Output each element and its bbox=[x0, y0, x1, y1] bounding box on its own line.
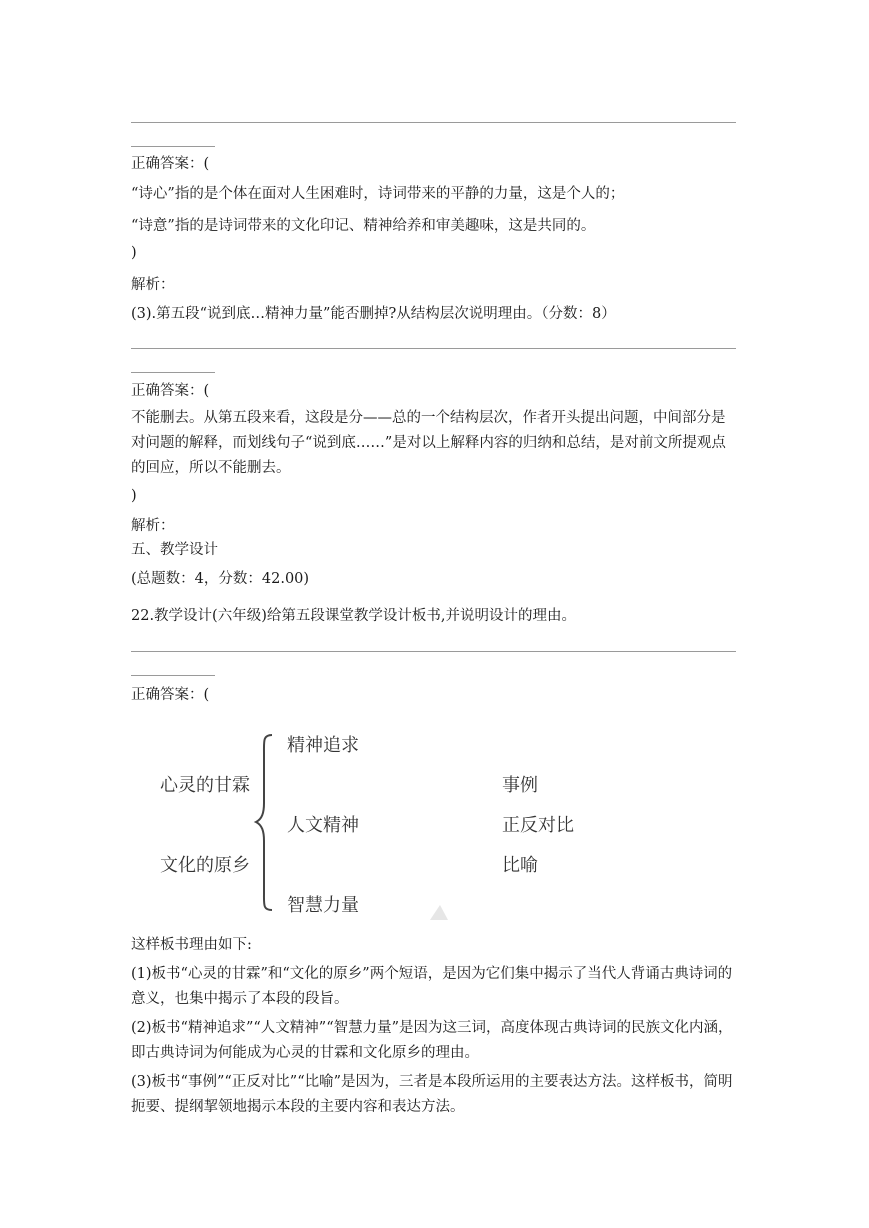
divider-line-short bbox=[131, 675, 215, 676]
question-text: 22.教学设计(六年级)给第五段课堂教学设计板书,并说明设计的理由。 bbox=[131, 608, 576, 624]
divider-line bbox=[131, 348, 736, 349]
divider-line-short bbox=[131, 146, 215, 147]
answer-text-line: “诗意”指的是诗词带来的文化印记、精神给养和审美趣味，这是共同的。 bbox=[131, 218, 596, 234]
reason-paragraph: (3)板书“事例”“正反对比”“比喻”是因为，三者是本段所运用的主要表达方法。这样板书，简明扼要、提纲挈领地揭示本段的主要内容和表达方法。 bbox=[131, 1074, 733, 1115]
blackboard-design-figure bbox=[140, 715, 610, 930]
answer-label: 正确答案：( bbox=[131, 383, 210, 399]
answer-label: 正确答案：( bbox=[131, 687, 210, 703]
board-middle-3: 智慧力量 bbox=[287, 895, 359, 916]
divider-line-short bbox=[131, 372, 215, 373]
reason-paragraph: (2)板书“精神追求”“人文精神”“智慧力量”是因为这三词，高度体现古典诗词的民族文化内涵，即古典诗词为何能成为心灵的甘霖和文化原乡的理由。 bbox=[131, 1020, 733, 1061]
analysis-label: 解析： bbox=[131, 277, 175, 293]
answer-text-line: “诗心”指的是个体在面对人生困难时，诗词带来的平静的力量，这是个人的； bbox=[131, 186, 625, 202]
reason-paragraph: (1)板书“心灵的甘霖”和“文化的原乡”两个短语，是因为它们集中揭示了当代人背诵古典诗词的意义，也集中揭示了本段的段旨。 bbox=[131, 966, 733, 1007]
board-right-1: 事例 bbox=[502, 775, 538, 796]
section-heading: 五、教学设计 bbox=[131, 542, 218, 558]
question-text: (3).第五段“说到底…精神力量”能否删掉?从结构层次说明理由。（分数：8） bbox=[131, 306, 616, 322]
answer-close: ) bbox=[131, 245, 137, 261]
board-right-2: 正反对比 bbox=[502, 815, 574, 836]
board-left-top: 心灵的甘霖 bbox=[160, 775, 250, 796]
board-left-bottom: 文化的原乡 bbox=[160, 855, 250, 876]
reasons-intro: 这样板书理由如下: bbox=[131, 937, 252, 953]
board-middle-1: 精神追求 bbox=[287, 735, 359, 756]
divider-line bbox=[131, 651, 736, 652]
answer-paragraph: 不能删去。从第五段来看，这段是分——总的一个结构层次，作者开头提出问题，中间部分是对问题的解释，而划线句子“说到底……”是对以上解释内容的归纳和总结，是对前文所提观点的回应，所以不能删去。 bbox=[131, 410, 726, 476]
analysis-label: 解析： bbox=[131, 518, 175, 534]
board-right-3: 比喻 bbox=[502, 855, 538, 876]
board-middle-2: 人文精神 bbox=[287, 815, 359, 836]
section-meta: (总题数：4，分数：42.00) bbox=[131, 571, 310, 587]
answer-close: ) bbox=[131, 488, 137, 504]
answer-label: 正确答案：( bbox=[131, 156, 210, 172]
divider-line bbox=[131, 122, 736, 123]
